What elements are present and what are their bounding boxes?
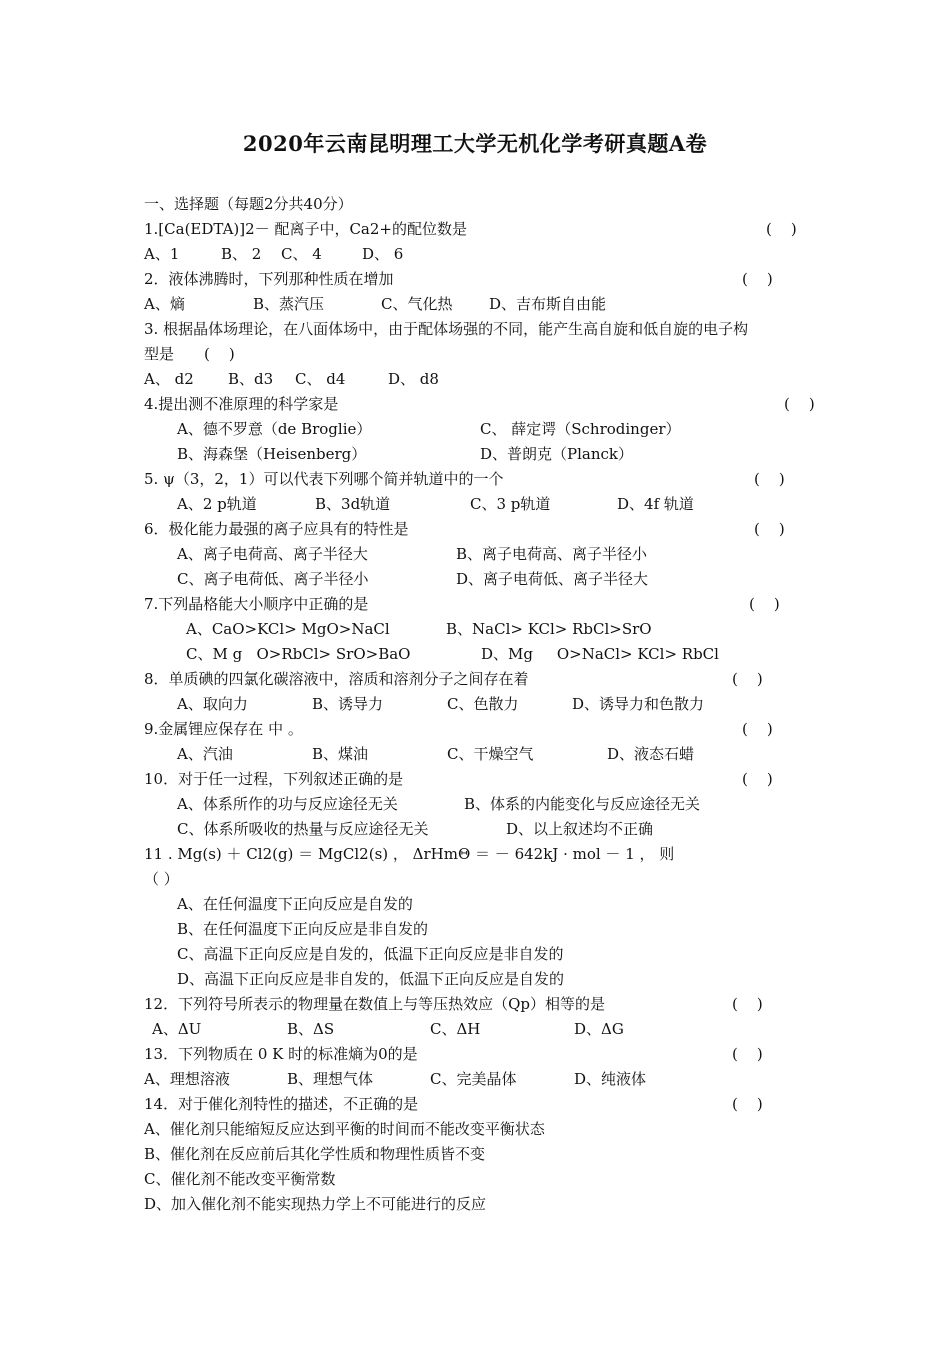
answer-paren: ( ) — [742, 720, 773, 738]
option: D、 d8 — [388, 370, 439, 388]
option: C、色散力 — [447, 695, 519, 713]
option: B、理想气体 — [287, 1070, 374, 1088]
question-14-option: A、催化剂只能缩短反应达到平衡的时间而不能改变平衡状态 — [144, 1120, 545, 1138]
question-8-options — [177, 692, 824, 717]
answer-paren: ( ) — [732, 1095, 763, 1113]
question-10-options — [177, 817, 824, 842]
question-2-options — [144, 292, 824, 317]
option: A、1 — [144, 245, 180, 263]
option: D、以上叙述均不正确 — [506, 820, 654, 838]
question-14-option: D、加入催化剂不能实现热力学上不可能进行的反应 — [144, 1195, 487, 1213]
question-stem: 13．下列物质在 0 K 时的标准熵为0的是 — [144, 1045, 418, 1063]
question-stem: 7.下列晶格能大小顺序中正确的是 — [144, 595, 369, 613]
option: C、ΔH — [430, 1020, 481, 1038]
answer-paren: ( ) — [732, 670, 763, 688]
answer-paren: ( ) — [732, 995, 763, 1013]
question-1 — [144, 217, 824, 242]
question-stem: 4.提出测不准原理的科学家是 — [144, 395, 339, 413]
answer-paren: ( ) — [749, 595, 780, 613]
question-14-option: B、催化剂在反应前后其化学性质和物理性质皆不变 — [144, 1145, 486, 1163]
option: C、M g O>RbCl> SrO>BaO — [186, 645, 411, 663]
option: C、 薛定谔（Schrodinger） — [480, 420, 681, 438]
answer-paren: ( ) — [732, 1045, 763, 1063]
question-stem: 5. ψ（3，2，1）可以代表下列哪个简并轨道中的一个 — [144, 470, 504, 488]
question-11-option: A、在任何温度下正向反应是自发的 — [177, 895, 413, 913]
page-title: 2020年云南昆明理工大学无机化学考研真题A卷 — [242, 131, 708, 156]
question-3-cont — [144, 342, 824, 367]
section-heading: 一、选择题（每题2分共40分） — [144, 195, 353, 213]
option: B、NaCl> KCl> RbCl>SrO — [446, 620, 652, 638]
option: B、d3 — [228, 370, 274, 388]
option: D、普朗克（Planck） — [480, 445, 634, 463]
option: A、离子电荷高、离子半径大 — [177, 545, 368, 563]
question-7-options — [144, 642, 824, 667]
question-2 — [144, 267, 824, 292]
option: B、体系的内能变化与反应途径无关 — [464, 795, 701, 813]
option: B、离子电荷高、离子半径小 — [456, 545, 648, 563]
option: D、纯液体 — [574, 1070, 647, 1088]
option: C、离子电荷低、离子半径小 — [177, 570, 369, 588]
option: A、CaO>KCl> MgO>NaCl — [186, 620, 390, 638]
question-12 — [144, 992, 824, 1017]
option: B、 2 — [221, 245, 262, 263]
option: D、ΔG — [574, 1020, 624, 1038]
question-stem: 14．对于催化剂特性的描述，不正确的是 — [144, 1095, 419, 1113]
option: B、3d轨道 — [315, 495, 391, 513]
option: A、体系所作的功与反应途径无关 — [177, 795, 398, 813]
option: A、理想溶液 — [144, 1070, 230, 1088]
option: D、4f 轨道 — [617, 495, 694, 513]
option: B、ΔS — [287, 1020, 335, 1038]
question-stem: 9.金属锂应保存在 中 。 — [144, 720, 303, 738]
question-5-options — [177, 492, 824, 517]
question-6 — [144, 517, 824, 542]
option: D、诱导力和色散力 — [572, 695, 705, 713]
question-12-options — [144, 1017, 824, 1042]
question-3-options — [144, 367, 824, 392]
question-7-options — [144, 617, 824, 642]
answer-paren: ( ) — [754, 470, 785, 488]
option: D、液态石蜡 — [607, 745, 695, 763]
question-14 — [144, 1092, 824, 1117]
question-stem: 10．对于任一过程，下列叙述正确的是 — [144, 770, 404, 788]
question-stem: 型是 — [144, 345, 175, 363]
option: C、3 p轨道 — [470, 495, 551, 513]
question-stem: 2．液体沸腾时，下列那种性质在增加 — [144, 270, 394, 288]
question-11-option: B、在任何温度下正向反应是非自发的 — [177, 920, 429, 938]
question-stem: 3. 根据晶体场理论，在八面体场中，由于配体场强的不同，能产生高自旋和低自旋的电子构 — [144, 320, 749, 338]
question-6-options — [177, 567, 824, 592]
answer-paren: ( ) — [754, 520, 785, 538]
question-13-options — [144, 1067, 824, 1092]
question-5 — [144, 467, 824, 492]
question-4 — [144, 392, 824, 417]
question-4-options — [177, 417, 824, 442]
answer-paren: ( ) — [784, 395, 815, 413]
option: D、离子电荷低、离子半径大 — [456, 570, 649, 588]
option: A、德不罗意（de Broglie） — [177, 420, 372, 438]
answer-paren: （ ） — [144, 870, 179, 888]
option: A、2 p轨道 — [177, 495, 257, 513]
question-7 — [144, 592, 824, 617]
answer-paren: ( ) — [766, 220, 797, 238]
question-14-option: C、催化剂不能改变平衡常数 — [144, 1170, 336, 1188]
question-8 — [144, 667, 824, 692]
question-11 — [144, 842, 824, 867]
option: B、蒸汽压 — [253, 295, 325, 313]
option: B、海森堡（Heisenberg） — [177, 445, 367, 463]
question-10-options — [177, 792, 824, 817]
question-3 — [144, 317, 824, 342]
question-stem: 11 . Mg(s) ＋ Cl2(g) ＝ MgCl2(s) ， ΔrHmΘ ＝ － 642kJ · mol － 1 ， 则 — [144, 845, 675, 863]
option: D、Mg O>NaCl> KCl> RbCl — [481, 645, 719, 663]
option: D、吉布斯自由能 — [489, 295, 607, 313]
question-9-options — [177, 742, 824, 767]
question-stem: 8．单质碘的四氯化碳溶液中，溶质和溶剂分子之间存在着 — [144, 670, 529, 688]
option: A、 d2 — [144, 370, 194, 388]
answer-paren: ( ) — [204, 345, 235, 363]
option: B、诱导力 — [312, 695, 384, 713]
option: A、取向力 — [177, 695, 248, 713]
option: C、体系所吸收的热量与反应途径无关 — [177, 820, 429, 838]
option: C、气化热 — [381, 295, 453, 313]
question-1-options — [144, 242, 824, 267]
question-11-option: D、高温下正向反应是非自发的，低温下正向反应是自发的 — [177, 970, 565, 988]
question-stem: 6．极化能力最强的离子应具有的特性是 — [144, 520, 409, 538]
question-stem: 12．下列符号所表示的物理量在数值上与等压热效应（Qp）相等的是 — [144, 995, 605, 1013]
option: D、 6 — [362, 245, 404, 263]
question-13 — [144, 1042, 824, 1067]
question-4-options — [177, 442, 824, 467]
question-11-option: C、高温下正向反应是自发的，低温下正向反应是非自发的 — [177, 945, 564, 963]
option: C、 4 — [281, 245, 322, 263]
answer-paren: ( ) — [742, 770, 773, 788]
option: B、煤油 — [312, 745, 369, 763]
option: A、ΔU — [152, 1020, 202, 1038]
option: C、完美晶体 — [430, 1070, 517, 1088]
question-9 — [144, 717, 824, 742]
option: A、熵 — [144, 295, 185, 313]
answer-paren: ( ) — [742, 270, 773, 288]
option: C、 d4 — [295, 370, 346, 388]
question-6-options — [177, 542, 824, 567]
option: A、汽油 — [177, 745, 233, 763]
question-11-cont — [144, 867, 824, 892]
question-10 — [144, 767, 824, 792]
option: C、干燥空气 — [447, 745, 534, 763]
question-stem: 1.[Ca(EDTA)]2－ 配离子中，Ca2+的配位数是 — [144, 220, 467, 238]
